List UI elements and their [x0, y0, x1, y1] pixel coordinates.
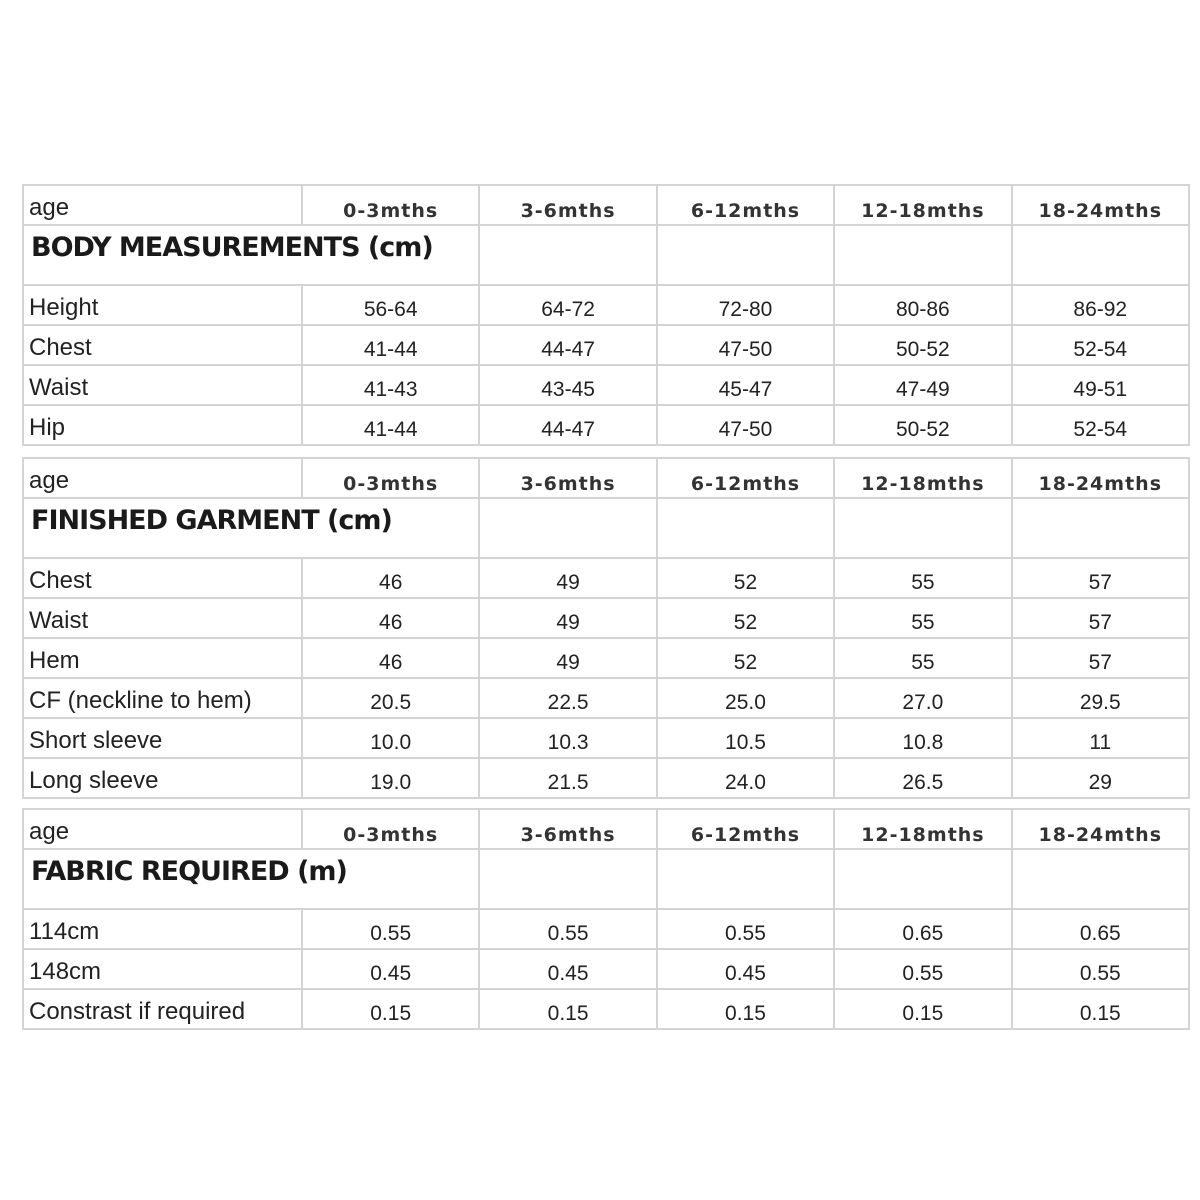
table-cell: 43-45: [479, 365, 656, 405]
table-cell: 49: [479, 638, 656, 678]
table-cell: 52-54: [1012, 325, 1189, 365]
table-cell: 57: [1012, 558, 1189, 598]
size-header-6-12mths: 6-12mths: [657, 458, 834, 498]
table-row: [23, 678, 1189, 718]
table-row: [23, 365, 1189, 405]
size-header-3-6mths: 3-6mths: [479, 185, 656, 225]
table-cell: 0.15: [479, 989, 656, 1029]
table-row: [23, 405, 1189, 445]
row-label: 148cm: [23, 949, 302, 989]
row-label: Chest: [23, 325, 302, 365]
empty-cell: [834, 498, 1011, 558]
size-header-12-18mths: 12-18mths: [834, 185, 1011, 225]
age-label: age: [23, 458, 302, 498]
size-header-12-18mths: 12-18mths: [834, 458, 1011, 498]
table-cell: 72-80: [657, 285, 834, 325]
table-row: [23, 949, 1189, 989]
table-cell: 0.55: [657, 909, 834, 949]
table-cell: 41-43: [302, 365, 479, 405]
table-cell: 49: [479, 558, 656, 598]
size-header-6-12mths: 6-12mths: [657, 185, 834, 225]
table-cell: 47-50: [657, 325, 834, 365]
table-cell: 57: [1012, 598, 1189, 638]
table-cell: 29.5: [1012, 678, 1189, 718]
table-cell: 0.65: [834, 909, 1011, 949]
table-cell: 52: [657, 598, 834, 638]
table-cell: 57: [1012, 638, 1189, 678]
row-label: 114cm: [23, 909, 302, 949]
table-cell: 46: [302, 558, 479, 598]
table-cell: 0.45: [302, 949, 479, 989]
table-cell: 47-50: [657, 405, 834, 445]
table-cell: 11: [1012, 718, 1189, 758]
size-header-3-6mths: 3-6mths: [479, 809, 656, 849]
table-cell: 41-44: [302, 325, 479, 365]
row-label: Constrast if required: [23, 989, 302, 1029]
table-cell: 24.0: [657, 758, 834, 798]
table-cell: 29: [1012, 758, 1189, 798]
empty-cell: [834, 225, 1011, 285]
section-title-row: [23, 498, 1189, 558]
finished-garment-table: [22, 457, 1190, 799]
table-row: [23, 285, 1189, 325]
table-cell: 10.0: [302, 718, 479, 758]
table-cell: 64-72: [479, 285, 656, 325]
table-cell: 49-51: [1012, 365, 1189, 405]
table-cell: 55: [834, 638, 1011, 678]
table-cell: 80-86: [834, 285, 1011, 325]
table-row: [23, 989, 1189, 1029]
table-cell: 0.15: [302, 989, 479, 1029]
empty-cell: [1012, 225, 1189, 285]
table-cell: 0.55: [834, 949, 1011, 989]
section-title-finished-garment: FINISHED GARMENT (cm): [23, 498, 479, 558]
age-label: age: [23, 809, 302, 849]
table-cell: 50-52: [834, 325, 1011, 365]
table-cell: 52-54: [1012, 405, 1189, 445]
empty-cell: [479, 225, 656, 285]
empty-cell: [657, 498, 834, 558]
body-measurements-table: [22, 184, 1190, 446]
table-cell: 0.45: [657, 949, 834, 989]
size-header-18-24mths: 18-24mths: [1012, 809, 1189, 849]
size-header-0-3mths: 0-3mths: [302, 185, 479, 225]
size-header-0-3mths: 0-3mths: [302, 458, 479, 498]
table-cell: 49: [479, 598, 656, 638]
table-cell: 86-92: [1012, 285, 1189, 325]
empty-cell: [1012, 498, 1189, 558]
table-cell: 0.15: [1012, 989, 1189, 1029]
row-label: Short sleeve: [23, 718, 302, 758]
row-label: Hip: [23, 405, 302, 445]
table-cell: 46: [302, 638, 479, 678]
section-title-body-measurements: BODY MEASUREMENTS (cm): [23, 225, 479, 285]
table-cell: 10.3: [479, 718, 656, 758]
table-cell: 52: [657, 638, 834, 678]
table-cell: 0.15: [834, 989, 1011, 1029]
table-cell: 0.55: [302, 909, 479, 949]
empty-cell: [657, 849, 834, 909]
table-cell: 46: [302, 598, 479, 638]
table-cell: 0.65: [1012, 909, 1189, 949]
row-label: CF (neckline to hem): [23, 678, 302, 718]
table-cell: 45-47: [657, 365, 834, 405]
empty-cell: [657, 225, 834, 285]
table-cell: 26.5: [834, 758, 1011, 798]
table-cell: 20.5: [302, 678, 479, 718]
table-cell: 25.0: [657, 678, 834, 718]
row-label: Waist: [23, 598, 302, 638]
table-cell: 21.5: [479, 758, 656, 798]
size-header-18-24mths: 18-24mths: [1012, 458, 1189, 498]
table-cell: 22.5: [479, 678, 656, 718]
empty-cell: [834, 849, 1011, 909]
table-cell: 44-47: [479, 405, 656, 445]
table-cell: 10.5: [657, 718, 834, 758]
table-cell: 0.45: [479, 949, 656, 989]
table-row: [23, 638, 1189, 678]
size-header-12-18mths: 12-18mths: [834, 809, 1011, 849]
size-header-0-3mths: 0-3mths: [302, 809, 479, 849]
table-row: [23, 758, 1189, 798]
row-label: Long sleeve: [23, 758, 302, 798]
table-row: [23, 325, 1189, 365]
table-cell: 55: [834, 558, 1011, 598]
table-cell: 19.0: [302, 758, 479, 798]
table-cell: 52: [657, 558, 834, 598]
table-row: [23, 598, 1189, 638]
age-header-row: [23, 809, 1189, 849]
table-cell: 44-47: [479, 325, 656, 365]
row-label: Height: [23, 285, 302, 325]
fabric-required-table: [22, 808, 1190, 1030]
empty-cell: [1012, 849, 1189, 909]
age-label: age: [23, 185, 302, 225]
table-cell: 50-52: [834, 405, 1011, 445]
table-cell: 0.15: [657, 989, 834, 1029]
size-header-18-24mths: 18-24mths: [1012, 185, 1189, 225]
table-cell: 27.0: [834, 678, 1011, 718]
age-header-row: [23, 185, 1189, 225]
table-cell: 10.8: [834, 718, 1011, 758]
row-label: Chest: [23, 558, 302, 598]
table-cell: 0.55: [1012, 949, 1189, 989]
table-cell: 0.55: [479, 909, 656, 949]
table-cell: 47-49: [834, 365, 1011, 405]
age-header-row: [23, 458, 1189, 498]
row-label: Hem: [23, 638, 302, 678]
table-cell: 55: [834, 598, 1011, 638]
section-title-row: [23, 849, 1189, 909]
empty-cell: [479, 498, 656, 558]
section-title-fabric-required: FABRIC REQUIRED (m): [23, 849, 479, 909]
size-header-3-6mths: 3-6mths: [479, 458, 656, 498]
section-title-row: [23, 225, 1189, 285]
table-cell: 56-64: [302, 285, 479, 325]
table-cell: 41-44: [302, 405, 479, 445]
table-row: [23, 718, 1189, 758]
empty-cell: [479, 849, 656, 909]
row-label: Waist: [23, 365, 302, 405]
table-row: [23, 909, 1189, 949]
size-header-6-12mths: 6-12mths: [657, 809, 834, 849]
table-row: [23, 558, 1189, 598]
